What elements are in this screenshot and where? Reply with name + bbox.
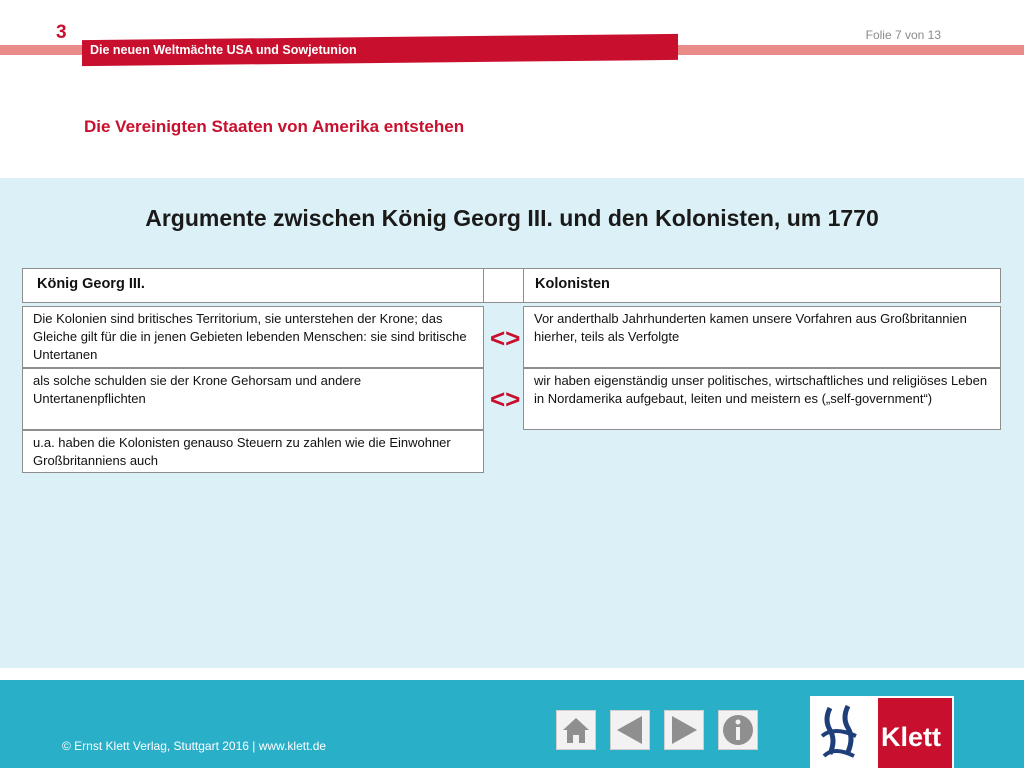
arrow-left-icon bbox=[611, 711, 649, 749]
table-row-3-king: u.a. haben die Kolonisten genauso Steuern zu zahlen wie die Einwohner Großbritanniens auch bbox=[22, 430, 484, 473]
slide-title: Argumente zwischen König Georg III. und den Kolonisten, um 1770 bbox=[145, 205, 879, 231]
table-header-colonists bbox=[523, 268, 1001, 303]
info-icon bbox=[719, 711, 757, 749]
table-header-spacer bbox=[483, 268, 524, 303]
next-button[interactable] bbox=[664, 710, 704, 750]
table-row-1-king: Die Kolonien sind britisches Territorium, sie unterstehen der Krone; das Gleiche gilt für die in jenen Gebieten lebenden Menschen: sie sind britische Untertanen bbox=[22, 306, 484, 368]
info-button[interactable] bbox=[718, 710, 758, 750]
copyright-text: © Ernst Klett Verlag, Stuttgart 2016 | www.klett.de bbox=[62, 739, 327, 753]
header-label-colonists: Kolonisten bbox=[535, 276, 610, 292]
double-arrow-icon: <> bbox=[490, 323, 521, 353]
banner-title: Die neuen Weltmächte USA und Sowjetunion bbox=[90, 43, 357, 57]
klett-emblem-icon bbox=[810, 696, 876, 768]
slide-indicator: Folie 7 von 13 bbox=[865, 28, 941, 42]
section-subtitle: Die Vereinigten Staaten von Amerika entstehen bbox=[84, 117, 465, 136]
footer-gap bbox=[0, 668, 1024, 680]
home-icon bbox=[557, 711, 595, 749]
previous-button[interactable] bbox=[610, 710, 650, 750]
double-arrow-icon: <> bbox=[490, 384, 521, 414]
table-row-1-colonists: Vor anderthalb Jahrhunderten kamen unsere Vorfahren aus Großbritannien hierher, teils als Verfolgte bbox=[523, 306, 1001, 368]
table-row-2-king: als solche schulden sie der Krone Gehorsam und andere Untertanenpflichten bbox=[22, 368, 484, 430]
table-header-king bbox=[22, 268, 484, 303]
chapter-number: 3 bbox=[56, 22, 67, 43]
header-label-king: König Georg III. bbox=[37, 276, 145, 292]
klett-logo-text: Klett bbox=[881, 722, 941, 752]
home-button[interactable] bbox=[556, 710, 596, 750]
arrow-right-icon bbox=[665, 711, 703, 749]
table-row-2-colonists: wir haben eigenständig unser politisches, wirtschaftliches und religiöses Leben in Nordamerika aufgebaut, leiten und meistern es („self-government“) bbox=[523, 368, 1001, 430]
slide-header bbox=[0, 0, 1024, 178]
